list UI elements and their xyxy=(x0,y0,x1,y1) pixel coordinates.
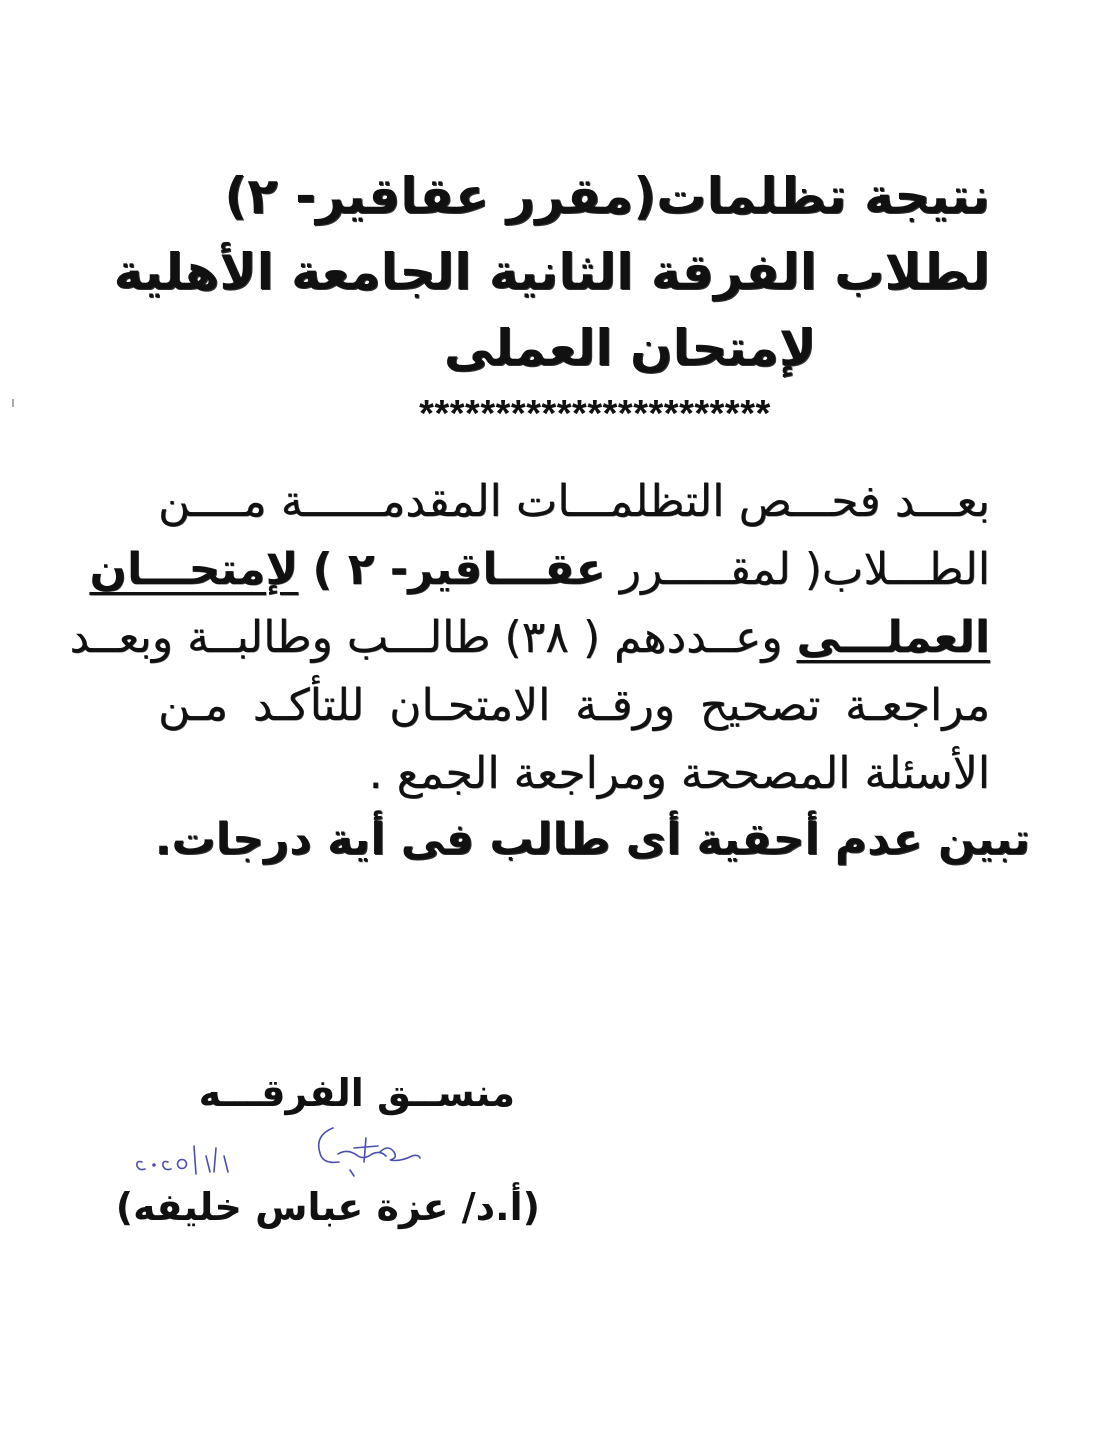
body-line-1: بعـــد فحـــص التظلمـــات المقدمــــــة مــــن xyxy=(158,476,990,527)
title-line-1: نتيجة تظلمات(مقرر عقاقير- ٢) xyxy=(224,167,990,225)
body-text: ) طالـــب وطالبــة وبعــد xyxy=(69,612,522,663)
conclusion-statement: تبين عدم أحقية أى طالب فى أية درجات. xyxy=(154,814,1030,865)
exam-type-practical-underlined: العملـــى xyxy=(796,612,990,663)
signature-ink-icon xyxy=(128,1118,458,1178)
course-name: عقـــاقير- ٢ ) xyxy=(312,544,606,595)
asterisk-separator: *********************** xyxy=(419,393,771,435)
body-text: وعــددهم ( xyxy=(568,612,797,663)
signatory-name: (أ.د/ عزة عباس خليفه) xyxy=(115,1185,540,1229)
title-line-2: لطلاب الفرقة الثانية الجامعة الأهلية xyxy=(113,243,990,301)
student-count: ٣٨ xyxy=(521,612,569,663)
body-line-4: مراجعـة تصحيح ورقـة الامتحـان للتأكـد مـن xyxy=(158,680,990,731)
signature-role: منســق الفرقـــه xyxy=(198,1071,515,1115)
body-line-2 xyxy=(89,536,990,604)
title-line-3: لإمتحان العملى xyxy=(443,319,817,377)
handwritten-signature-and-date xyxy=(128,1118,458,1178)
body-line-5: الأسئلة المصححة ومراجعة الجمع . xyxy=(368,748,990,799)
document-title xyxy=(113,158,990,386)
body-line-3 xyxy=(69,604,990,672)
body-paragraph xyxy=(69,468,990,808)
body-text: الطـــلاب( لمقـــــرر xyxy=(605,544,990,595)
spacer xyxy=(298,544,312,595)
exam-type-underlined: لإمتحـــان xyxy=(89,544,299,595)
scan-speck xyxy=(12,399,14,407)
